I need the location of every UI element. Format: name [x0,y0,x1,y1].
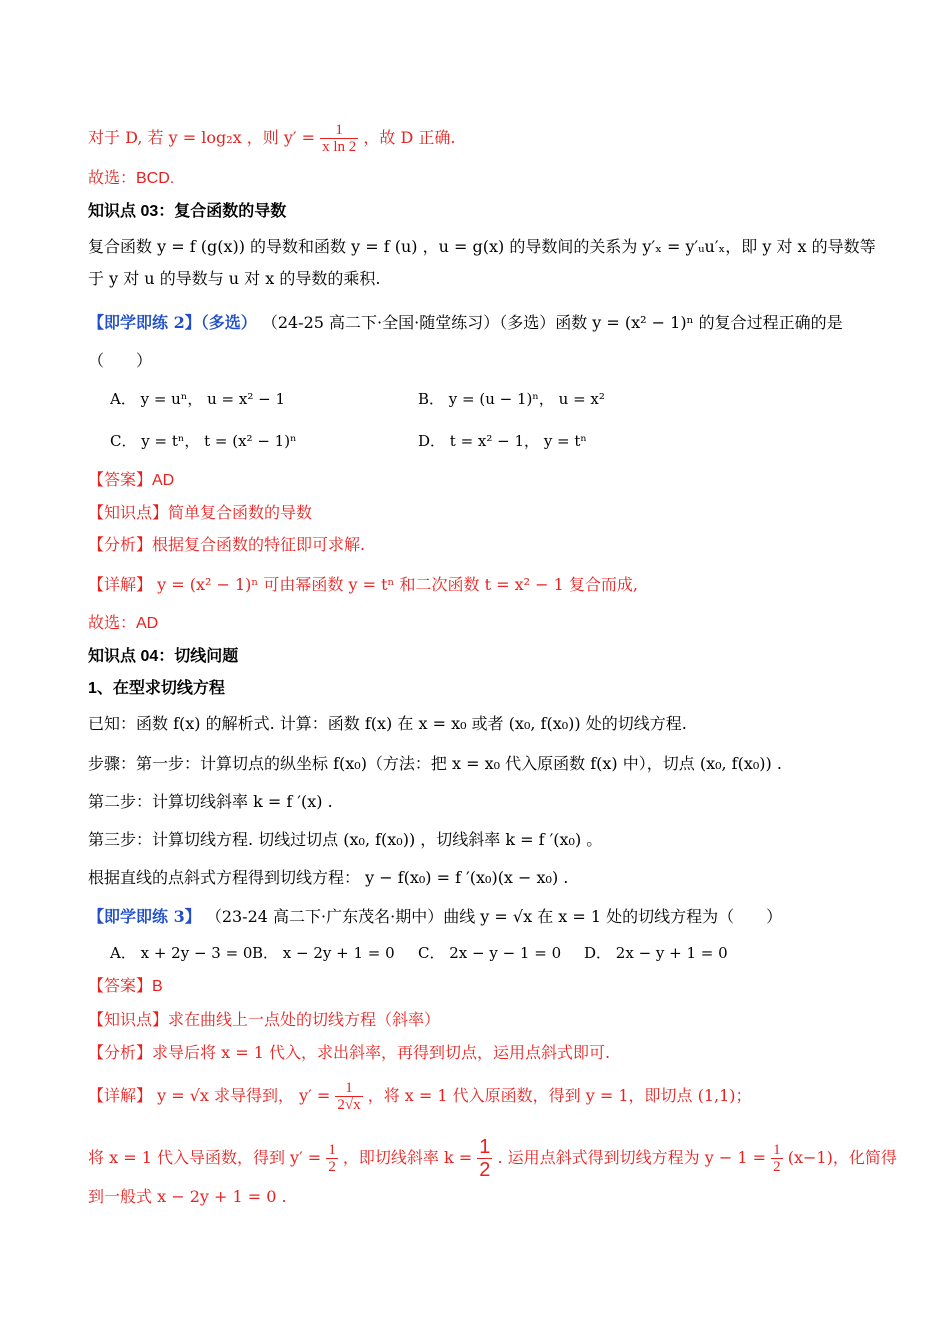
fraction-numerator: 1 [320,122,358,139]
fraction-numerator: 1 [328,1142,336,1158]
q2-analysis: 【分析】根据复合函数的特征即可求解. [88,535,366,554]
q2-option-d: D． t = x² − 1， y = tⁿ [418,432,587,450]
fraction [335,1080,362,1113]
exercise-tag: 【即学即练 3】 [88,907,201,926]
paragraph-step-1: 步骤：第一步：计算切点的纵坐标 f(x₀)（方法：把 x = x₀ 代入原函数 f(x) 中），切点 (x₀, f(x₀)) . [88,754,782,773]
fraction [320,122,358,155]
text: 将 x = 1 代入导函数，得到 y′ = [88,1148,322,1167]
fraction [771,1142,783,1175]
q2-detail: 【详解】 y = (x² − 1)ⁿ 可由幂函数 y = tⁿ 和二次函数 t = x² − 1 复合而成, [88,575,638,594]
paragraph-point-slope: 根据直线的点斜式方程得到切线方程： y − f(x₀) = f ′(x₀)(x − x₀) . [88,868,569,887]
q3-detail-1 [88,1080,752,1113]
paragraph-step-3: 第三步：计算切线方程. 切线过切点 (x₀, f(x₀)) ，切线斜率 k = f ′(x₀) 。 [88,830,603,849]
exercise-tag: 【即学即练 2】（多选） [88,313,257,332]
fraction-large [477,1136,492,1181]
text: ，故 D 正确. [363,128,456,147]
fraction [326,1142,338,1175]
q2-option-a: A． y = uⁿ， u = x² − 1 [110,390,285,408]
q3-option-a: A． x + 2y − 3 = 0 [110,944,253,962]
q2-answer: 【答案】AD [88,472,175,489]
fraction-denominator: 2√x [337,1097,361,1113]
text: ，将 x = 1 代入原函数，得到 y = 1，即切点 (1,1)； [367,1086,752,1105]
fraction-numerator: 1 [335,1080,362,1097]
exercise-text: （23-24 高二下·广东茂名·期中）曲线 y = √x 在 x = 1 处的切线方程为（ ） [205,907,783,926]
q3-option-b: B． x − 2y + 1 = 0 [252,944,395,962]
q3-knowledge-point: 【知识点】求在曲线上一点处的切线方程（斜率） [88,1010,441,1029]
q2-option-c: C． y = tⁿ， t = (x² − 1)ⁿ [110,432,297,450]
q2-option-b: B． y = (u − 1)ⁿ， u = x² [418,390,605,408]
q3-option-d: D． 2x − y + 1 = 0 [584,944,728,962]
q3-detail-3: 到一般式 x − 2y + 1 = 0 . [88,1187,287,1206]
paragraph-given: 已知：函数 f(x) 的解析式. 计算：函数 f(x) 在 x = x₀ 或者 (x₀, f(x₀)) 处的切线方程. [88,714,687,733]
line-option-d-conclusion [88,122,455,155]
fraction-denominator: 2 [328,1159,336,1175]
q3-detail-2 [88,1136,897,1181]
exercise-text: （24-25 高二下·全国·随堂练习）（多选）函数 y = (x² − 1)ⁿ 的复合过程正确的是 [261,313,843,332]
text: 【详解】 y = √x 求导得到， y′ = [88,1086,331,1105]
q2-conclusion: 故选：AD [88,615,159,632]
fraction-numerator: 1 [479,1136,491,1158]
q3-analysis: 【分析】求导后将 x = 1 代入，求出斜率，再得到切点，运用点斜式即可. [88,1043,611,1062]
paragraph-step-2: 第二步：计算切线斜率 k = f ′(x) . [88,792,333,811]
subheading-tangent-at-point: 1、在型求切线方程 [88,680,225,697]
fraction-denominator: x ln 2 [322,139,357,155]
exercise-3-stem [88,906,782,928]
line-answer-bcd: 故选：BCD. [88,170,175,187]
paragraph-composite-derivative-1: 复合函数 y = f (g(x)) 的导数和函数 y = f (u) ，u = g(x) 的导数间的关系为 y′ₓ = y′ᵤu′ₓ，即 y 对 x 的导数等 [88,237,876,256]
text: 对于 D, 若 y = log₂x ，则 y′ = [88,128,315,147]
q3-option-c: C． 2x − y − 1 = 0 [418,944,562,962]
text: ，即切线斜率 k = [342,1148,473,1167]
q2-knowledge-point: 【知识点】简单复合函数的导数 [88,503,313,522]
q3-answer: 【答案】B [88,978,163,995]
exercise-2-stem [88,312,843,334]
text: . 运用点斜式得到切线方程为 y − 1 = [497,1148,767,1167]
fraction-numerator: 1 [773,1142,781,1158]
section-heading-03: 知识点 03：复合函数的导数 [88,203,287,220]
paragraph-composite-derivative-2: 于 y 对 u 的导数与 u 对 x 的导数的乘积. [88,269,381,288]
fraction-denominator: 2 [773,1159,781,1175]
exercise-2-blank: （ ） [88,351,153,370]
fraction-denominator: 2 [479,1159,491,1181]
text: (x−1)，化简得 [787,1148,897,1167]
section-heading-04: 知识点 04：切线问题 [88,648,239,665]
